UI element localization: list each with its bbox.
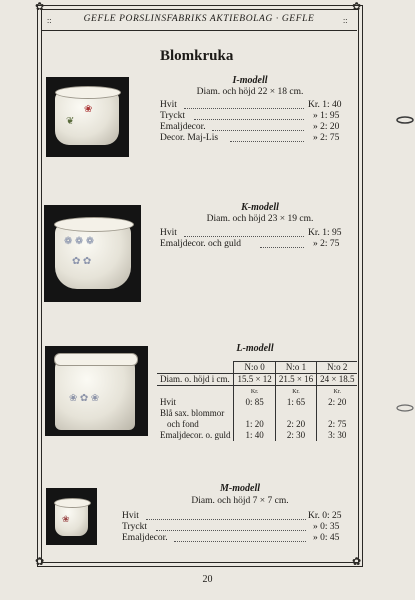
price-row: Emaljdecor. och guld » 2: 75 [160, 239, 340, 249]
model-title-k: K-modell [241, 202, 279, 213]
header-ornament: :: [343, 16, 348, 25]
corner-ornament: ✿ [352, 1, 362, 13]
corner-ornament: ✿ [35, 556, 45, 568]
corner-ornament: ✿ [352, 556, 362, 568]
model-dims-k: Diam. och höjd 23 × 19 cm. [206, 214, 314, 224]
rose-decoration-icon: ❀ [62, 514, 70, 524]
rose-decoration-icon: ❀ [84, 104, 93, 115]
photo-k-modell [44, 205, 141, 302]
model-title-m: M-modell [220, 483, 260, 494]
model-title-i: I-modell [232, 75, 268, 86]
binder-ring-mark [395, 114, 415, 126]
price-row: Tryckt » 0: 35 [122, 522, 340, 532]
price-row: Tryckt » 1: 95 [160, 111, 340, 121]
model-dims-i: Diam. och höjd 22 × 18 cm. [196, 87, 304, 97]
model-title-l: L-modell [236, 343, 274, 354]
price-row: Hvit Kr. 1: 40 [160, 100, 342, 110]
header-rule [41, 30, 357, 31]
price-row: Hvit Kr. 0: 25 [122, 511, 342, 521]
floral-spray-icon: ❀ ✿ ❀ [69, 393, 100, 404]
price-row: Emaljdecor. » 0: 45 [122, 533, 340, 543]
price-row: Hvit Kr. 1: 95 [160, 228, 342, 238]
photo-m-modell [46, 488, 97, 545]
price-row: Decor. Maj-Lis » 2: 75 [160, 133, 340, 143]
l-modell-price-table: N:o 0 N:o 1 N:o 2 Diam. o. höjd i cm. 15.5 × 12 21.5 × 16 24 × 18.5 Kr. Kr. Kr. Hvit 0: 85 1: 65 2: 20 Blå sax. blommor och fond 1: 20 2: 20 2: 75 Emaljdecor. o. guld 1: 40 2: 30 3: 30 [157, 361, 357, 441]
photo-l-modell [45, 346, 148, 436]
header-ornament: :: [47, 16, 52, 25]
floral-garland-icon: ❁ ❁ ❁ [64, 236, 95, 247]
section-title: Blomkruka [160, 48, 234, 64]
leaf-decoration-icon: ❦ [66, 116, 75, 127]
model-dims-m: Diam. och höjd 7 × 7 cm. [191, 496, 289, 506]
corner-ornament: ✿ [35, 1, 45, 13]
price-row: Emaljdecor. » 2: 20 [160, 122, 340, 132]
floral-garland-icon: ✿ ✿ [72, 256, 92, 267]
binder-ring-mark [395, 402, 415, 414]
page-number: 20 [202, 574, 213, 585]
photo-i-modell [46, 77, 129, 157]
page-header: GEFLE PORSLINSFABRIKS AKTIEBOLAG · GEFLE [83, 14, 315, 24]
